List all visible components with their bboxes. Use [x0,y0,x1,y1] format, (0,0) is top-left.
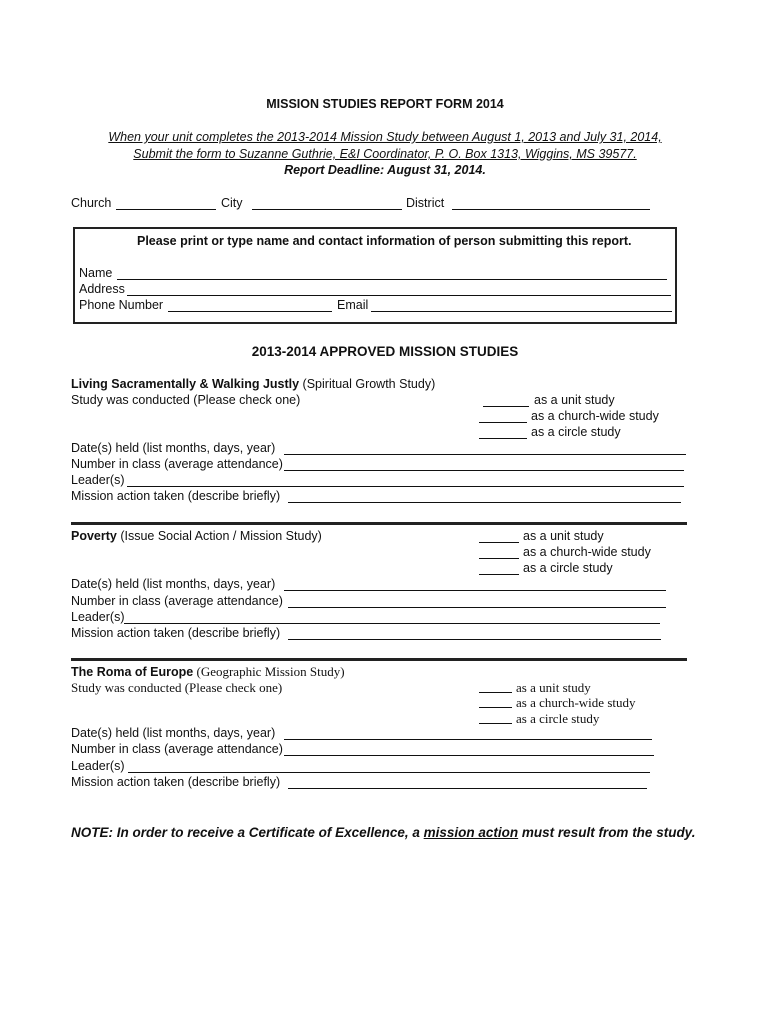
church-label: Church [71,196,112,210]
study-1-circle-check[interactable] [479,438,527,439]
study-3-church-check[interactable] [479,707,512,708]
phone-label: Phone Number [79,298,164,312]
study-1-title: Living Sacramentally & Walking Justly (Spiritual Growth Study) [71,377,436,391]
study-3-church-label: as a church-wide study [516,695,636,710]
study-3-attendance-label: Number in class (average attendance) [71,742,283,756]
study-2-leader-label: Leader(s) [71,610,125,624]
study-1-circle-label: as a circle study [531,425,621,439]
address-field[interactable] [127,295,671,296]
study-1-dates-label: Date(s) held (list months, days, year) [71,441,276,455]
study-2-attendance-field[interactable] [288,607,666,608]
form-title: MISSION STUDIES REPORT FORM 2014 [266,97,504,111]
study-1-dates-field[interactable] [284,454,686,455]
name-label: Name [79,266,113,280]
study-3-leader-label: Leader(s) [71,759,125,773]
study-3-circle-label: as a circle study [516,711,600,726]
study-2-action-field[interactable] [288,639,661,640]
study-3-attendance-field[interactable] [284,755,654,756]
city-label: City [221,196,243,210]
study-1-attendance-field[interactable] [284,470,684,471]
study-2-title: Poverty (Issue Social Action / Mission Study) [71,529,322,543]
instruction-line-1: When your unit completes the 2013-2014 Mission Study between August 1, 2013 and July 31, 2014, [108,130,662,144]
study-3-dates-field[interactable] [284,739,652,740]
study-2-action-label: Mission action taken (describe briefly) [71,626,281,640]
study-1-action-label: Mission action taken (describe briefly) [71,489,281,503]
study-3-dates-label: Date(s) held (list months, days, year) [71,726,276,740]
study-2-circle-check[interactable] [479,574,519,575]
study-3-title: The Roma of Europe (Geographic Mission Study) [71,664,345,679]
study-1-unit-label: as a unit study [534,393,615,407]
study-3-action-label: Mission action taken (describe briefly) [71,775,281,789]
study-1-attendance-label: Number in class (average attendance) [71,457,283,471]
study-2-leader-field[interactable] [124,623,660,624]
study-3-circle-check[interactable] [479,723,512,724]
city-field[interactable] [252,209,402,210]
study-1-leader-label: Leader(s) [71,473,125,487]
phone-field[interactable] [168,311,332,312]
study-1-unit-check[interactable] [483,406,529,407]
district-field[interactable] [452,209,650,210]
section-divider [71,522,687,525]
study-3-unit-label: as a unit study [516,680,591,695]
name-field[interactable] [117,279,667,280]
section-heading: 2013-2014 APPROVED MISSION STUDIES [251,344,519,359]
study-3-leader-field[interactable] [128,772,650,773]
study-1-church-label: as a church-wide study [531,409,659,423]
study-2-unit-label: as a unit study [523,529,604,543]
district-label: District [406,196,445,210]
study-3-action-field[interactable] [288,788,647,789]
study-1-church-check[interactable] [479,422,527,423]
study-2-church-check[interactable] [479,558,519,559]
study-2-unit-check[interactable] [479,542,519,543]
study-1-leader-field[interactable] [127,486,684,487]
study-2-attendance-label: Number in class (average attendance) [71,594,283,608]
certificate-note: NOTE: In order to receive a Certificate of Excellence, a mission action must result from the study. [71,825,696,840]
study-2-dates-label: Date(s) held (list months, days, year) [71,577,276,591]
study-2-church-label: as a church-wide study [523,545,651,559]
study-3-conducted-label: Study was conducted (Please check one) [71,680,283,695]
email-label: Email [337,298,369,312]
report-deadline: Report Deadline: August 31, 2014. [284,163,486,177]
contact-heading: Please print or type name and contact information of person submitting this report. [137,234,632,248]
email-field[interactable] [371,311,672,312]
church-field[interactable] [116,209,216,210]
study-1-action-field[interactable] [288,502,681,503]
study-2-dates-field[interactable] [284,590,666,591]
instruction-line-2: Submit the form to Suzanne Guthrie, E&I Coordinator, P. O. Box 1313, Wiggins, MS 39577. [133,147,637,161]
section-divider [71,658,687,661]
address-label: Address [79,282,125,296]
study-2-circle-label: as a circle study [523,561,613,575]
study-1-conducted-label: Study was conducted (Please check one) [71,393,301,407]
mission-action-emphasis: mission action [423,825,519,840]
study-3-unit-check[interactable] [479,692,512,693]
